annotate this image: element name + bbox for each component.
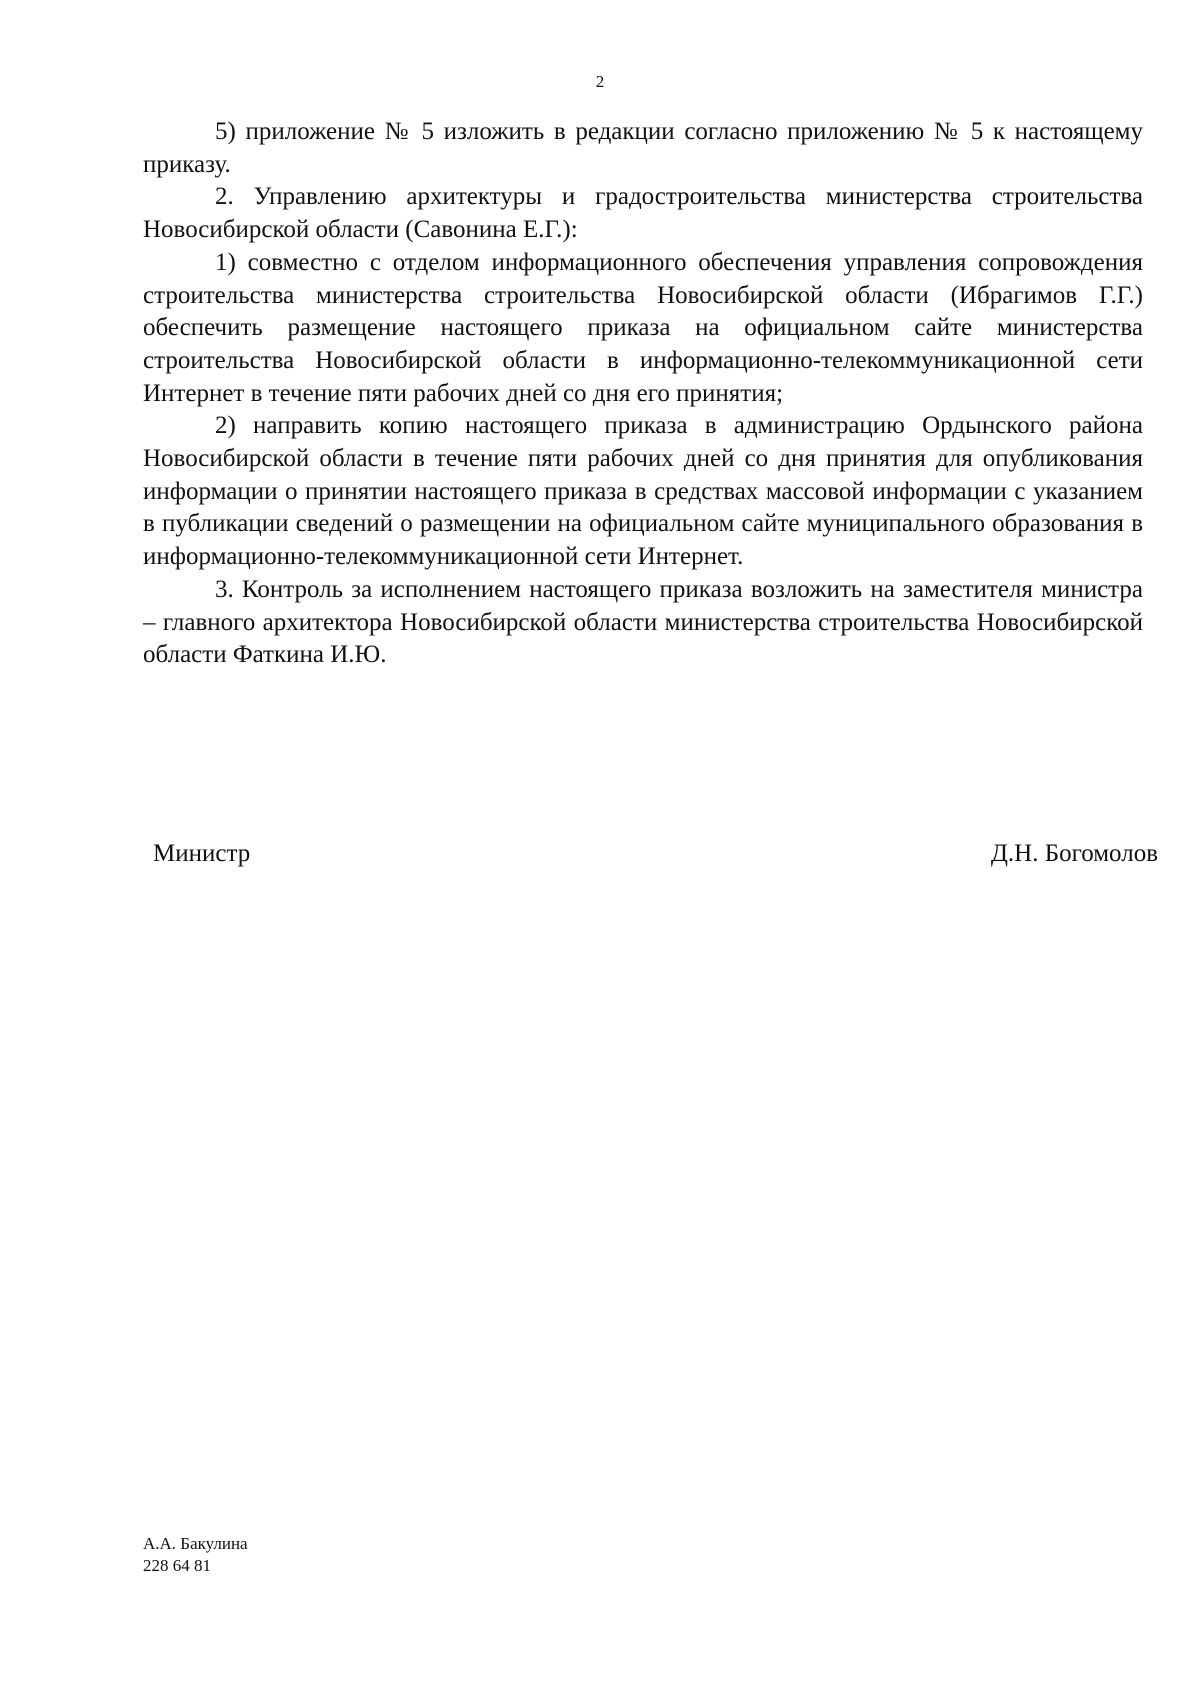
paragraph-item-2-2: 2) направить копию настоящего приказа в администрацию Ордынского района Новосибирской области в течение пяти рабочих дней со дня принятия для опубликования информации о принятии настоящего приказа в средствах массовой информации с указанием в публикации сведений о размещении на официальном сайте муниципального образования в информационно-телекоммуникационной сети Интернет.: [143, 412, 1143, 571]
paragraph-item-2-1: 1) совместно с отделом информационного обеспечения управления сопровождения строительства министерства строительства Новосибирской области (Ибрагимов Г.Г.) обеспечить размещение настоящего приказа на официальном сайте министерства строительства Новосибирской области в информационно-телекоммуникационной сети Интернет в течение пяти рабочих дней со дня его принятия;: [143, 248, 1143, 407]
paragraph-appendix-5: 5) приложение № 5 изложить в редакции согласно приложению № 5 к настоящему приказу.: [143, 118, 1143, 178]
signature-block: [153, 838, 1158, 872]
paragraph-item-2: 2. Управлению архитектуры и градостроительства министерства строительства Новосибирской области (Савонина Е.Г.):: [143, 183, 1143, 244]
signatory-title: Министр: [153, 840, 251, 867]
signatory-name: Д.Н. Богомолов: [990, 840, 1158, 867]
paragraph-item-3: 3. Контроль за исполнением настоящего приказа возложить на заместителя министра – главного архитектора Новосибирской области министерства строительства Новосибирской области Фаткина И.Ю.: [143, 575, 1143, 669]
order-body: [143, 116, 1143, 672]
executor-info: [143, 1533, 248, 1577]
executor-phone: 228 64 81: [143, 1556, 211, 1575]
page-number: 2: [595, 72, 605, 91]
executor-name: А.А. Бакулина: [143, 1534, 248, 1553]
